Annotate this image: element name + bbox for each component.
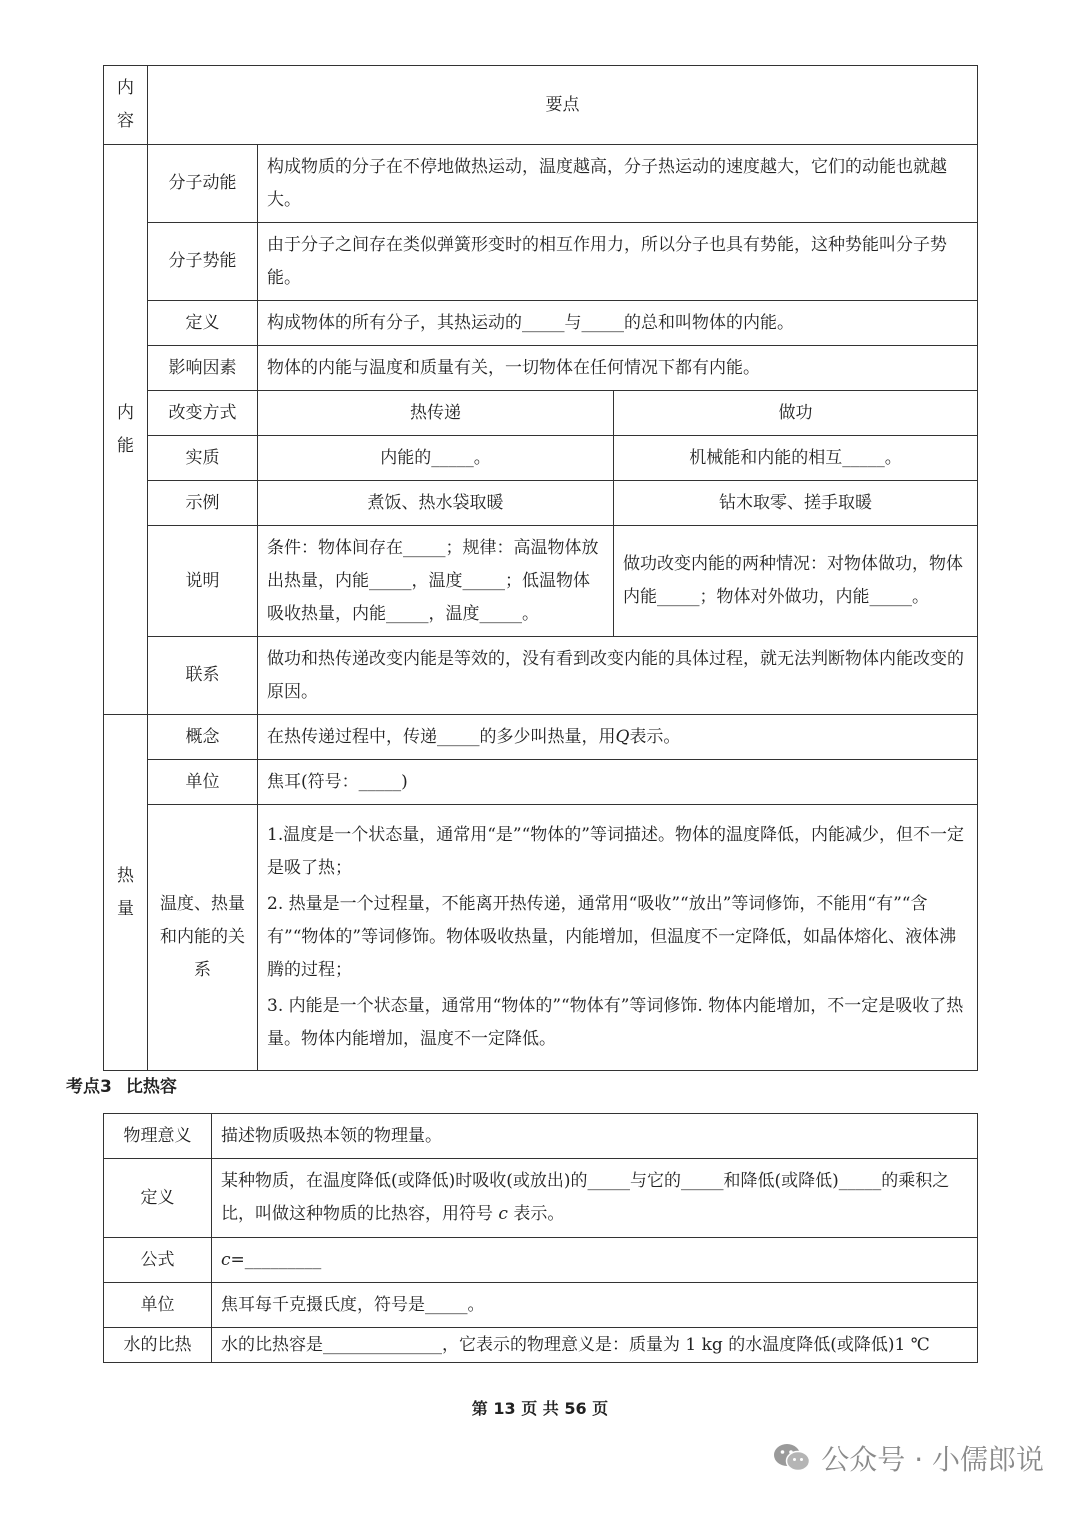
- row-text-water: 水的比热容是______________，它表示的物理意义是：质量为 1 kg 的水温度降低(或降低)1 ℃: [212, 1328, 978, 1363]
- header-char: 内: [117, 78, 134, 98]
- row-label-examples: 示例: [148, 481, 258, 526]
- examples-work: 钻木取零、搓手取暖: [614, 481, 978, 526]
- row-text-mol-potential: 由于分子之间存在类似弹簧形变时的相互作用力，所以分子也具有势能，这种势能叫分子势能。: [258, 223, 978, 301]
- symbol-c: c: [498, 1204, 508, 1224]
- page-footer: 第 13 页 共 56 页: [471, 1399, 609, 1418]
- row-text-relationship: [258, 805, 978, 1071]
- row-text-definition2: [212, 1159, 978, 1238]
- row-label-meaning: 物理意义: [104, 1114, 212, 1159]
- label-line: 温度、热量: [160, 894, 245, 914]
- row-label-unit: 单位: [148, 760, 258, 805]
- row-label-notes: 说明: [148, 526, 258, 637]
- row-text-factors: 物体的内能与温度和质量有关，一切物体在任何情况下都有内能。: [258, 346, 978, 391]
- row-label-mol-kinetic: 分子动能: [148, 145, 258, 223]
- row-label-relation: 联系: [148, 637, 258, 715]
- row-label-formula: 公式: [104, 1238, 212, 1283]
- label-line: 系: [194, 960, 211, 980]
- internal-energy-heat-table: [103, 65, 978, 1071]
- method-work: 做功: [614, 391, 978, 436]
- concept-text-end: 表示。: [629, 726, 681, 747]
- wechat-icon: [773, 1442, 811, 1474]
- watermark: [773, 1438, 1044, 1478]
- internal-energy-label: [104, 145, 148, 715]
- label-char: 能: [117, 435, 134, 456]
- row-label-methods: 改变方式: [148, 391, 258, 436]
- specific-heat-table: [103, 1113, 978, 1363]
- relationship-item-2: 2. 热量是一个过程量，不能离开热传递，通常用“吸收”“放出”等词修饰，不能用“有”“含有”“物体的”等词修饰。物体吸收热量，内能增加，但温度不一定降低，如晶体熔化、液体沸腾的过程；: [267, 894, 957, 980]
- row-label-concept: 概念: [148, 715, 258, 760]
- header-char: 容: [117, 111, 134, 131]
- section-heading: [66, 1072, 177, 1102]
- notes-heat-transfer: 条件：物体间存在_____；规律：高温物体放出热量，内能_____，温度_____；低温物体吸收热量，内能_____，温度_____。: [258, 526, 614, 637]
- relationship-item-3: 3. 内能是一个状态量，通常用“物体的”“物体有”等词修饰. 物体内能增加，不一定是吸收了热量。物体内能增加，温度不一定降低。: [267, 996, 964, 1049]
- row-text-unit: 焦耳(符号：_____): [258, 760, 978, 805]
- header-content-cell: [104, 66, 148, 145]
- row-label-mol-potential: 分子势能: [148, 223, 258, 301]
- row-text-meaning: 描述物质吸热本领的物理量。: [212, 1114, 978, 1159]
- essence-heat-transfer: 内能的_____。: [258, 436, 614, 481]
- row-label-definition: 定义: [148, 301, 258, 346]
- row-text-mol-kinetic: 构成物质的分子在不停地做热运动，温度越高，分子热运动的速度越大，它们的动能也就越大。: [258, 145, 978, 223]
- label-char: 量: [117, 898, 134, 919]
- examples-heat-transfer: 煮饭、热水袋取暖: [258, 481, 614, 526]
- watermark-text: 公众号 · 小儒郎说: [821, 1443, 1044, 1476]
- formula-symbol: c: [221, 1249, 231, 1270]
- essence-work: 机械能和内能的相互_____。: [614, 436, 978, 481]
- row-label-water: 水的比热: [104, 1328, 212, 1363]
- header-key-points: 要点: [148, 66, 978, 145]
- method-heat-transfer: 热传递: [258, 391, 614, 436]
- row-label-factors: 影响因素: [148, 346, 258, 391]
- definition-text: 某种物质，在温度降低(或降低)时吸收(或放出)的_____与它的_____和降低(或降低)_____的乘积之比，叫做这种物质的比热容，用符号: [221, 1171, 950, 1224]
- section-number: 考点3: [66, 1077, 112, 1097]
- section-title: 比热容: [125, 1077, 177, 1097]
- label-char: 热: [117, 865, 134, 886]
- row-text-definition: 构成物体的所有分子，其热运动的_____与_____的总和叫物体的内能。: [258, 301, 978, 346]
- row-text-unit2: 焦耳每千克摄氏度，符号是_____。: [212, 1283, 978, 1328]
- row-label-definition2: 定义: [104, 1159, 212, 1238]
- relationship-item-1: 1.温度是一个状态量，通常用“是”“物体的”等词描述。物体的温度降低，内能减少，但不一定是吸了热；: [267, 825, 964, 878]
- row-label-essence: 实质: [148, 436, 258, 481]
- formula-blank: =_________: [230, 1249, 322, 1270]
- row-text-relation: 做功和热传递改变内能是等效的，没有看到改变内能的具体过程，就无法判断物体内能改变的原因。: [258, 637, 978, 715]
- symbol-q: Q: [615, 726, 630, 747]
- row-label-unit2: 单位: [104, 1283, 212, 1328]
- row-text-formula: [212, 1238, 978, 1283]
- concept-text: 在热传递过程中，传递_____的多少叫热量，用: [267, 726, 616, 747]
- heat-label: [104, 715, 148, 1071]
- notes-work: 做功改变内能的两种情况：对物体做功，物体内能_____；物体对外做功，内能_____。: [614, 526, 978, 637]
- label-line: 和内能的关: [160, 927, 245, 947]
- definition-text-end: 表示。: [513, 1204, 565, 1224]
- row-label-relationship: [148, 805, 258, 1071]
- label-char: 内: [117, 402, 134, 423]
- row-text-concept: [258, 715, 978, 760]
